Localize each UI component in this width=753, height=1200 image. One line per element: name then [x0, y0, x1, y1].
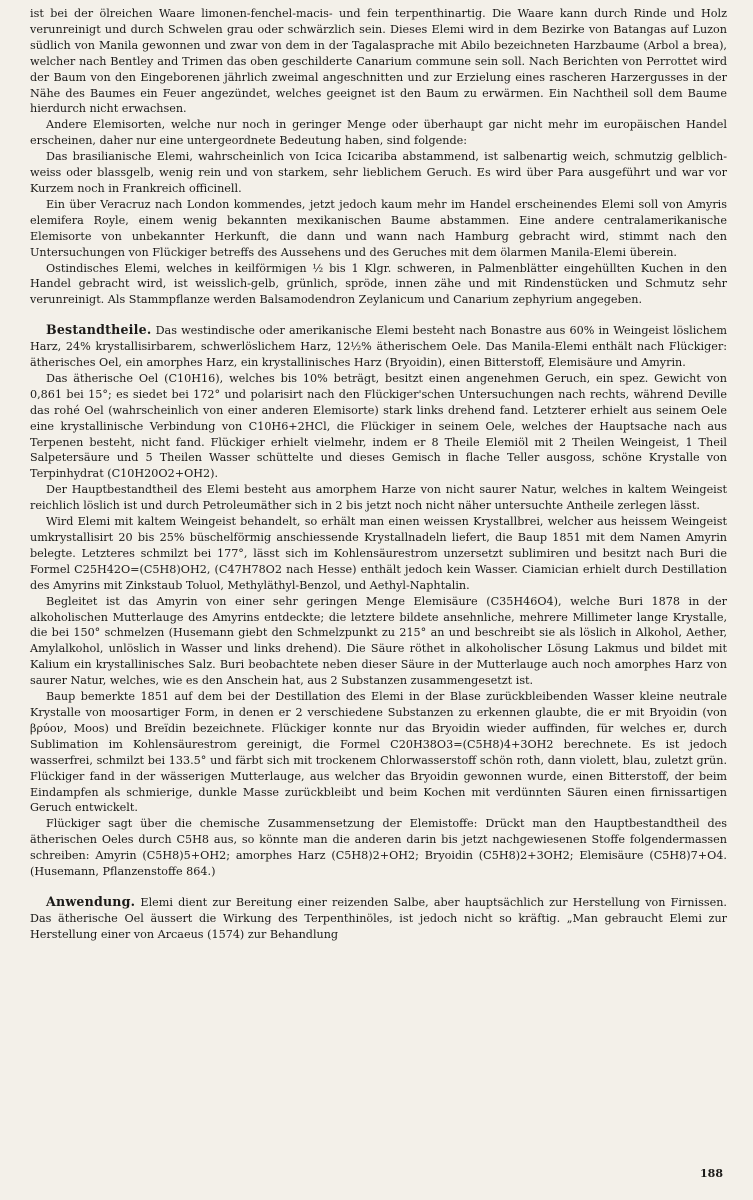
paragraph: Der Hauptbestandtheil des Elemi besteht aus amorphem Harze von nicht saurer Natur, welches in kaltem Weingeist reichlich löslich ist und durch Petroleumäther sich in 2 bis jetzt noch nicht näher untersuchte Antheile zerlegen lässt. [30, 483, 727, 513]
paragraph-text: Elemi dient zur Bereitung einer reizenden Salbe, aber hauptsächlich zur Herstellung von Firnissen. Das ätherische Oel äussert die Wirkung des Terpenthinöles, ist jedoch nicht so kräftig. „Man gebraucht Elemi zur Herstellung einer von Arcaeus (1574) zur Behandlung [30, 895, 727, 941]
bestandtheile-section [30, 322, 727, 371]
paragraph: Begleitet ist das Amyrin von einer sehr geringen Menge Elemisäure (C35H46O4), welche Buri 1878 in der alkoholischen Mutterlauge des Amyrins entdeckte; die letztere bildete ansehnliche, mehrere Millimeter lange Krystalle, die bei 150° schmelzen (Husemann giebt den Schmelzpunkt zu 215° an und beschreibt sie als löslich in Alkohol, Aether, Amylalkohol, unlöslich in Wasser und links drehend). Die Säure röthet in alkoholischer Lösung Lakmus und bildet mit Kalium ein krystallinisches Salz. Buri beobachtete neben dieser Säure in der Mutterlauge auch noch amorphes Harz von saurer Natur, welches, wie es den Anschein hat, aus 2 Substanzen zusammengesetzt ist. [30, 594, 727, 688]
paragraph: Wird Elemi mit kaltem Weingeist behandelt, so erhält man einen weissen Krystallbrei, welcher aus heissem Weingeist umkrystallisirt 20 bis 25% büschelförmig anschiessende Krystallnadeln liefert, die Baup 1851 mit dem Namen Amyrin belegte. Letzteres schmilzt bei 177°, lässt sich im Kohlensäurestrom unzersetzt sublimiren und besitzt nach Buri die Formel C25H42O=(C5H8)OH2, (C47H78O2 nach Hesse) enthält jedoch kein Wasser. Ciamician erhielt durch Destillation des Amyrins mit Zinkstaub Toluol, Methyläthyl-Benzol, und Aethyl-Naphtalin. [30, 515, 727, 592]
anwendung-section [30, 894, 727, 943]
paragraph-text: Das westindische oder amerikanische Elemi besteht nach Bonastre aus 60% in Weingeist löslichem Harz, 24% krystallisirbarem, schwerlöslichem Harz, 12½% ätherischem Oele. Das Manila-Elemi enthält nach Flückiger: ätherisches Oel, ein amorphes Harz, ein krystallinisches Harz (Bryoidin), einen Bitterstoff, Elemisäure und Amyrin. [30, 324, 727, 370]
paragraph: Flückiger sagt über die chemische Zusammensetzung der Elemistoffe: Drückt man den Hauptbestandtheil des ätherischen Oeles durch C5H8 aus, so könnte man die anderen darin bis jetzt nachgewiesenen Stoffe folgendermassen schreiben: Amyrin (C5H8)5+OH2; amorphes Harz (C5H8)2+OH2; Bryoidin (C5H8)2+3OH2; Elemisäure (C5H8)7+O4. (Husemann, Pflanzenstoffe 864.) [30, 817, 727, 879]
paragraph: Baup bemerkte 1851 auf dem bei der Destillation des Elemi in der Blase zurückbleibenden Wasser kleine neutrale Krystalle von moosartiger Form, in denen er 2 verschiedene Substanzen zu erkennen glaubte, die er mit Bryoidin (von βρύον, Moos) und Breïdin bezeichnete. Flückiger konnte nur das Bryoidin wieder auffinden, für welches er, durch Sublimation im Kohlensäurestrom gereinigt, die Formel C20H38O3=(C5H8)4+3OH2 berechnete. Es ist jedoch wasserfrei, schmilzt bei 133.5° und färbt sich mit trockenem Chlorwasserstoff schön roth, dann violett, blau, zuletzt grün. Flückiger fand in der wässerigen Mutterlauge, aus welcher das Bryoidin gewonnen wurde, einen Bitterstoff, der beim Eindampfen als schmierige, dunkle Masse zurückbleibt und beim Kochen mit verdünnten Säuren einen firnissartigen Geruch entwickelt. [30, 690, 727, 815]
paragraph: Ostindisches Elemi, welches in keilförmigen ½ bis 1 Klgr. schweren, in Palmenblätter eingehüllten Kuchen in den Handel gebracht wird, ist weisslich-gelb, grünlich, spröde, innen zähe und mit Rindenstücken und Schmutz sehr verunreinigt. Als Stammpflanze werden Balsamodendron Zeylanicum und Canarium zephyrium angegeben. [30, 261, 727, 307]
section-spacer [30, 308, 727, 322]
paragraph: Das ätherische Oel (C10H16), welches bis 10% beträgt, besitzt einen angenehmen Geruch, ein spez. Gewicht von 0,861 bei 15°; es siedet bei 172° und polarisirt nach den Flückiger'schen Untersuchungen nach rechts, während Deville das rohé Oel (wahrscheinlich von einer anderen Elemisorte) stark links drehend fand. Letzterer erhielt aus seinem Oele eine krystallinische Verbindung von C10H6+2HCl, die Flückiger in seinem Oele, welches der Hauptsache nach aus Terpenen besteht, nicht fand. Flückiger erhielt vielmehr, indem er 8 Theile Elemiöl mit 2 Theilen Weingeist, 1 Theil Salpetersäure und 5 Theilen Wasser schüttelte und dieses Gemisch in flache Teller ausgoss, schöne Krystalle von Terpinhydrat (C10H20O2+OH2). [30, 371, 727, 481]
paragraph: Das brasilianische Elemi, wahrscheinlich von Icica Icicariba abstammend, ist salbenartig weich, schmutzig gelblich-weiss oder blassgelb, wenig rein und von starkem, sehr lieblichem Geruch. Es wird über Para ausgeführt und war vor Kurzem noch in Frankreich officinell. [30, 150, 727, 195]
section-spacer [30, 880, 727, 894]
page-number: 188 [700, 1167, 723, 1180]
section-heading-anwendung: Anwendung. [46, 893, 136, 909]
paragraph: Ein über Veracruz nach London kommendes, jetzt jedoch kaum mehr im Handel erscheinendes Elemi soll von Amyris elemifera Royle, einem wenig bekannten mexikanischen Baume abstammen. Eine andere centralamerikanische Elemisorte von unbekannter Herkunft, die dann und wann nach Hamburg gebracht wird, stimmt nach den Untersuchungen von Flückiger betreffs des Aussehens und des Geruches mit dem ölarmen Manila-Elemi überein. [30, 197, 727, 259]
paragraph: Andere Elemisorten, welche nur noch in geringer Menge oder überhaupt gar nicht mehr im europäischen Handel erscheinen, daher nur eine untergeordnete Bedeutung haben, sind folgende: [30, 118, 727, 148]
paragraph: ist bei der ölreichen Waare limonen-fenchel-macis- und fein terpenthinartig. Die Waare kann durch Rinde und Holz verunreinigt und durch Schwelen grau oder schwärzlich sein. Dieses Elemi wird in dem Bezirke von Batangas auf Luzon südlich von Manila gewonnen und zwar von dem in der Tagalasprache mit Abilo bezeichneten Harzbaume (Arbol a brea), welcher nach Bentley and Trimen das oben geschilderte Canarium commune sein soll. Nach Berichten von Perrottet wird der Baum von den Eingeborenen jährlich zweimal angeschnitten und zur Erzielung eines rascheren Harzergusses in der Nähe des Baumes ein Feuer angezündet, welches geeignet ist den Baum zu erwärmen. Ein Nachtheil soll dem Baume hierdurch nicht erwachsen. [30, 7, 727, 116]
section-heading-bestandtheile: Bestandtheile. [46, 322, 152, 338]
